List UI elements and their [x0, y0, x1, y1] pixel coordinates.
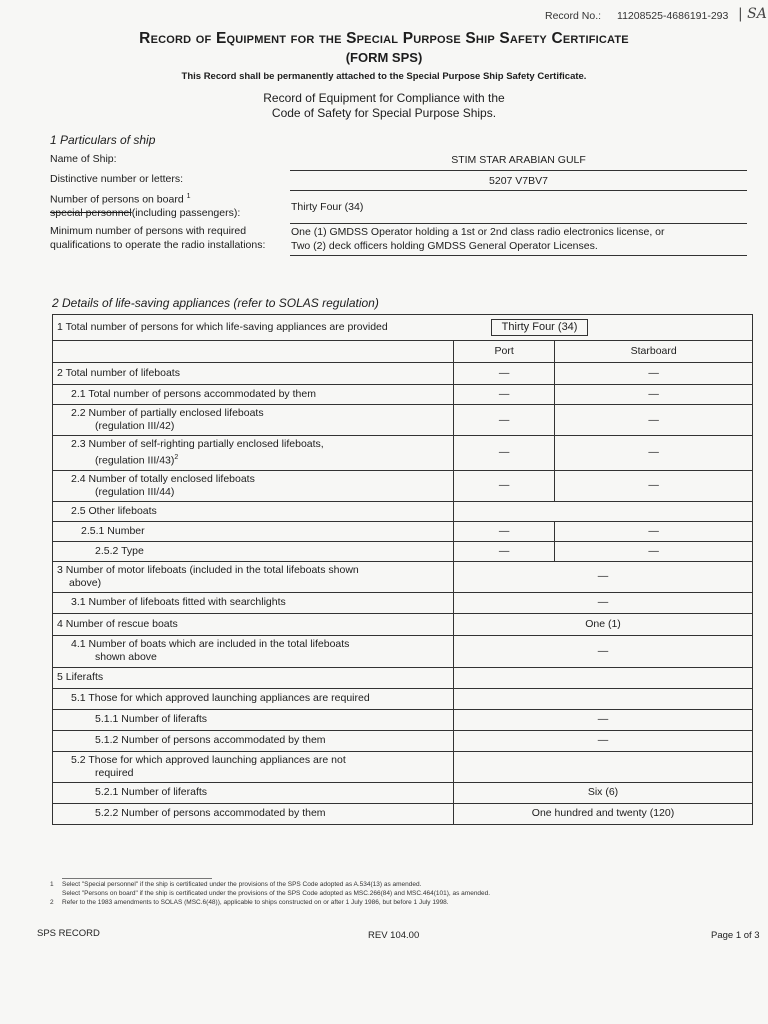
starboard-value: — [555, 385, 753, 405]
struck-special-personnel: special personnel [50, 207, 132, 219]
starboard-value: — [555, 405, 753, 436]
table-row [53, 405, 753, 436]
row-label-line: shown above [95, 651, 157, 663]
combined-value: — [454, 561, 753, 592]
starboard-value: — [555, 363, 753, 385]
ship-name-value: STIM STAR ARABIAN GULF [451, 154, 586, 166]
distinctive-label: Distinctive number or letters: [50, 173, 184, 185]
port-value: — [454, 470, 555, 501]
radio-label-line-2: qualifications to operate the radio installations: [50, 239, 266, 251]
footnote-2: Refer to the 1983 amendments to SOLAS (MSC.6(48)), applicable to ships constructed on or after 1 July 1986, but before 1 July 1998. [62, 899, 449, 906]
footnote-1a: Select "Special personnel" if the ship is certificated under the provisions of the SPS Code adopted as A.534(13) as amended. [62, 881, 422, 888]
row-label [53, 561, 454, 592]
row-label: 5.2.2 Number of persons accommodated by them [53, 803, 454, 824]
distinctive-value: 5207 V7BV7 [489, 175, 548, 187]
footnote-1b: Select "Persons on board" if the ship is certificated under the provisions of the SPS Code adopted as MSC.266(84) and MSC.464(101), as amended. [62, 890, 491, 897]
row-label-line: (regulation III/44) [95, 485, 175, 498]
port-value: — [454, 363, 555, 385]
footnote-ref-1: 1 [186, 193, 191, 200]
row-label: 4 Number of rescue boats [53, 613, 454, 635]
lsa-table [52, 314, 753, 825]
table-row [53, 782, 753, 803]
persons-label-line-1 [50, 193, 191, 206]
combined-value: — [454, 635, 753, 667]
document-title: Record of Equipment for the Special Purpose Ship Safety Certificate [139, 30, 629, 47]
starboard-value: — [555, 436, 753, 471]
footer-form-name: SPS RECORD [37, 928, 100, 939]
table-row [53, 613, 753, 635]
lsa-total-cell [53, 315, 753, 341]
row-label-text: (regulation III/43) [95, 454, 175, 467]
row-label: 5.1.1 Number of liferafts [53, 709, 454, 730]
footnote-1-number: 1 [50, 881, 54, 888]
row-label-line: required [95, 766, 134, 779]
table-row [53, 730, 753, 751]
row-label-line: above) [69, 576, 102, 589]
port-header: Port [454, 341, 555, 363]
persons-value: Thirty Four (34) [291, 201, 364, 213]
persons-underline [290, 223, 747, 224]
row-label: 2 Total number of lifeboats [53, 363, 454, 385]
handwritten-annotation: | SA [738, 6, 767, 22]
record-number [545, 10, 728, 22]
radio-label-line-1: Minimum number of persons with required [50, 225, 247, 237]
table-row [53, 635, 753, 667]
radio-underline [290, 255, 747, 256]
lsa-total-label: 1 Total number of persons for which life-saving appliances are provided [57, 321, 388, 333]
combined-value: — [454, 709, 753, 730]
row-label: 2.5.2 Type [53, 541, 454, 561]
persons-label-suffix: (including passengers): [131, 207, 241, 219]
table-row [53, 315, 753, 341]
row-label: 5.2.1 Number of liferafts [53, 782, 454, 803]
table-row [53, 363, 753, 385]
section-particulars-heading: 1 Particulars of ship [50, 133, 156, 147]
row-label-line: 3 Number of motor lifeboats (included in the total lifeboats shown [57, 563, 359, 576]
row-label [53, 751, 454, 782]
row-label-line: 2.4 Number of totally enclosed lifeboats [71, 472, 255, 485]
persons-label-text: Number of persons on board [50, 193, 184, 206]
starboard-value: — [555, 521, 753, 541]
row-label [53, 405, 454, 436]
table-row [53, 521, 753, 541]
attachment-note: This Record shall be permanently attached to the Special Purpose Ship Safety Certificate. [181, 71, 587, 82]
combined-value: — [454, 730, 753, 751]
table-row [53, 385, 753, 405]
table-row [53, 541, 753, 561]
row-label-line [71, 451, 449, 468]
table-row [53, 561, 753, 592]
record-number-label: Record No.: [545, 10, 602, 22]
combined-value: One hundred and twenty (120) [454, 803, 753, 824]
footer-revision: REV 104.00 [368, 930, 420, 941]
table-row [53, 436, 753, 471]
row-label-line: 2.2 Number of partially enclosed lifeboats [71, 407, 264, 419]
table-row [53, 803, 753, 824]
port-value: — [454, 405, 555, 436]
compliance-line-2: Code of Safety for Special Purpose Ships. [271, 106, 497, 120]
footnote-separator [62, 878, 212, 879]
combined-value: Six (6) [454, 782, 753, 803]
starboard-value: — [555, 541, 753, 561]
footer-page-number: Page 1 of 3 [711, 930, 760, 941]
footnote-ref-2: 2 [174, 454, 179, 461]
footnote-2-number: 2 [50, 899, 54, 906]
distinctive-underline [290, 190, 747, 191]
ship-name-label: Name of Ship: [50, 153, 117, 165]
row-label [53, 436, 454, 471]
lsa-total-value: Thirty Four (34) [491, 319, 589, 336]
row-label: 2.5.1 Number [53, 521, 454, 541]
table-row [53, 341, 753, 363]
row-label-line: 4.1 Number of boats which are included in the total lifeboats [71, 638, 350, 650]
port-value: — [454, 521, 555, 541]
table-row [53, 709, 753, 730]
row-label-line: (regulation III/42) [95, 420, 175, 432]
row-label: 2.1 Total number of persons accommodated by them [53, 385, 454, 405]
record-number-value: 11208525-4686191-293 [617, 10, 729, 22]
port-value: — [454, 436, 555, 471]
table-row [53, 688, 753, 709]
row-label: 5.1.2 Number of persons accommodated by them [53, 730, 454, 751]
row-label-line: 2.3 Number of self-righting partially enclosed lifeboats, [71, 438, 324, 450]
compliance-line-1: Record of Equipment for Compliance with the [263, 91, 505, 105]
table-row [53, 592, 753, 613]
table-row [53, 501, 753, 521]
persons-label-line-2 [50, 207, 240, 219]
row-label: 3.1 Number of lifeboats fitted with searchlights [53, 592, 454, 613]
radio-value-line-1: One (1) GMDSS Operator holding a 1st or 2nd class radio electronics license, or [291, 226, 665, 238]
table-row [53, 751, 753, 782]
ship-name-underline [290, 170, 747, 171]
combined-value: — [454, 592, 753, 613]
row-label: 5 Liferafts [53, 667, 454, 688]
starboard-value: — [555, 470, 753, 501]
row-label-line: 5.2 Those for which approved launching appliances are not [71, 753, 346, 766]
row-label: 2.5 Other lifeboats [53, 501, 454, 521]
port-value: — [454, 385, 555, 405]
form-code: (FORM SPS) [345, 50, 423, 65]
starboard-header: Starboard [555, 341, 753, 363]
row-label [53, 635, 454, 667]
table-row [53, 667, 753, 688]
port-value: — [454, 541, 555, 561]
combined-value: One (1) [454, 613, 753, 635]
table-row [53, 470, 753, 501]
row-label: 5.1 Those for which approved launching appliances are required [53, 688, 454, 709]
section-lsa-heading: 2 Details of life-saving appliances (refer to SOLAS regulation) [52, 296, 379, 310]
row-label [53, 470, 454, 501]
radio-value-line-2: Two (2) deck officers holding GMDSS General Operator Licenses. [291, 240, 598, 252]
